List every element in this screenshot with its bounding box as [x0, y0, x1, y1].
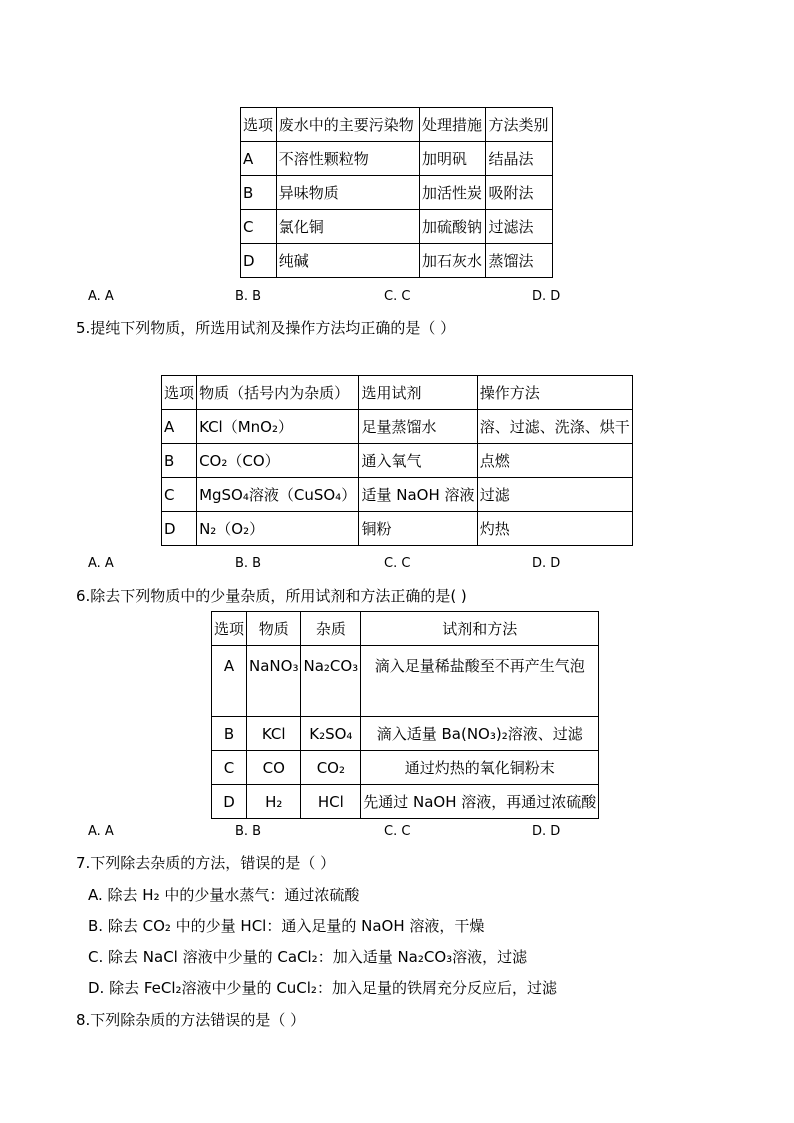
table-cell: HCl — [301, 785, 361, 819]
table-row — [212, 785, 599, 819]
table-row — [241, 210, 553, 244]
table-cell: B — [162, 444, 197, 478]
table-cell: MgSO₄溶液（CuSO₄） — [197, 478, 359, 512]
table-row — [162, 410, 633, 444]
table-header-row — [241, 108, 553, 142]
table-cell: 点燃 — [477, 444, 632, 478]
header-cell: 物质 — [247, 612, 301, 646]
table-row — [241, 142, 553, 176]
table-row — [162, 512, 633, 546]
header-cell: 选项 — [241, 108, 277, 142]
table-cell: 氯化铜 — [276, 210, 419, 244]
table-cell: 先通过 NaOH 溶液，再通过浓硫酸 — [361, 785, 599, 819]
table-header-row — [212, 612, 599, 646]
table-cell: A — [212, 646, 247, 717]
question-7-title: 7.下列除去杂质的方法，错误的是（ ） — [76, 854, 336, 872]
option-d[interactable]: D. D — [532, 289, 561, 304]
table-cell: 足量蒸馏水 — [359, 410, 477, 444]
header-cell: 选项 — [212, 612, 247, 646]
option-d[interactable]: D. D — [532, 824, 561, 839]
table-cell: 结晶法 — [486, 142, 553, 176]
option-a[interactable]: A. A — [88, 289, 114, 304]
table-row — [241, 244, 553, 278]
q6-table — [211, 611, 599, 819]
table-cell: H₂ — [247, 785, 301, 819]
table-cell: D — [212, 785, 247, 819]
table-row — [212, 751, 599, 785]
option-b[interactable]: B. B — [235, 289, 262, 304]
table-cell: NaNO₃ — [247, 646, 301, 717]
table-cell: 过滤 — [477, 478, 632, 512]
table-cell: 过滤法 — [486, 210, 553, 244]
table-cell: C — [241, 210, 277, 244]
table-cell: B — [212, 717, 247, 751]
table-cell: 加石灰水 — [419, 244, 485, 278]
table-cell: CO₂ — [301, 751, 361, 785]
table-cell: 蒸馏法 — [486, 244, 553, 278]
option-a[interactable]: A. A — [88, 556, 114, 571]
option-b[interactable]: B. B — [235, 556, 262, 571]
header-cell: 操作方法 — [477, 376, 632, 410]
table-cell: 加明矾 — [419, 142, 485, 176]
table-cell: 加硫酸钠 — [419, 210, 485, 244]
table-cell: 加活性炭 — [419, 176, 485, 210]
table-cell: A — [241, 142, 277, 176]
table-cell: 灼热 — [477, 512, 632, 546]
option-c[interactable]: C. C — [384, 824, 411, 839]
table-cell: 通过灼热的氧化铜粉末 — [361, 751, 599, 785]
q7-choice-c[interactable]: C. 除去 NaCl 溶液中少量的 CaCl₂：加入适量 Na₂CO₃溶液，过滤 — [88, 948, 528, 966]
table-header-row — [162, 376, 633, 410]
header-cell: 废水中的主要污染物 — [276, 108, 419, 142]
table-cell: KCl（MnO₂） — [197, 410, 359, 444]
table-cell: D — [241, 244, 277, 278]
table-cell: N₂（O₂） — [197, 512, 359, 546]
table-row — [162, 444, 633, 478]
table-cell: D — [162, 512, 197, 546]
header-cell: 选用试剂 — [359, 376, 477, 410]
option-b[interactable]: B. B — [235, 824, 262, 839]
table-cell: 溶、过滤、洗涤、烘干 — [477, 410, 632, 444]
table-cell: Na₂CO₃ — [301, 646, 361, 717]
header-cell: 选项 — [162, 376, 197, 410]
q7-choice-b[interactable]: B. 除去 CO₂ 中的少量 HCl：通入足量的 NaOH 溶液，干燥 — [88, 917, 485, 935]
table-row — [212, 646, 599, 717]
table-row — [162, 478, 633, 512]
header-cell: 物质（括号内为杂质） — [197, 376, 359, 410]
table-cell: 适量 NaOH 溶液 — [359, 478, 477, 512]
table-cell: B — [241, 176, 277, 210]
header-cell: 处理措施 — [419, 108, 485, 142]
question-5-title: 5.提纯下列物质，所选用试剂及操作方法均正确的是（ ） — [76, 319, 456, 337]
table-cell: K₂SO₄ — [301, 717, 361, 751]
option-c[interactable]: C. C — [384, 556, 411, 571]
table-cell: CO — [247, 751, 301, 785]
table-cell: CO₂（CO） — [197, 444, 359, 478]
table-cell: 吸附法 — [486, 176, 553, 210]
table-cell: A — [162, 410, 197, 444]
table-cell: 通入氧气 — [359, 444, 477, 478]
header-cell: 方法类别 — [486, 108, 553, 142]
table-cell: 不溶性颗粒物 — [276, 142, 419, 176]
q7-choice-a[interactable]: A. 除去 H₂ 中的少量水蒸气：通过浓硫酸 — [88, 886, 360, 904]
header-cell: 杂质 — [301, 612, 361, 646]
option-c[interactable]: C. C — [384, 289, 411, 304]
table-row — [241, 176, 553, 210]
table-cell: C — [212, 751, 247, 785]
q7-choice-d[interactable]: D. 除去 FeCl₂溶液中少量的 CuCl₂：加入足量的铁屑充分反应后，过滤 — [88, 979, 557, 997]
table-cell: 滴入足量稀盐酸至不再产生气泡 — [361, 646, 599, 717]
table-cell: C — [162, 478, 197, 512]
table-cell: 异味物质 — [276, 176, 419, 210]
table-cell: KCl — [247, 717, 301, 751]
table-row — [212, 717, 599, 751]
table-cell: 滴入适量 Ba(NO₃)₂溶液、过滤 — [361, 717, 599, 751]
q4-table — [240, 107, 553, 278]
q5-table — [161, 375, 633, 546]
question-6-title: 6.除去下列物质中的少量杂质，所用试剂和方法正确的是( ) — [76, 587, 467, 605]
header-cell: 试剂和方法 — [361, 612, 599, 646]
question-8-title: 8.下列除杂质的方法错误的是（ ） — [76, 1011, 306, 1029]
table-cell: 铜粉 — [359, 512, 477, 546]
option-d[interactable]: D. D — [532, 556, 561, 571]
table-cell: 纯碱 — [276, 244, 419, 278]
option-a[interactable]: A. A — [88, 824, 114, 839]
